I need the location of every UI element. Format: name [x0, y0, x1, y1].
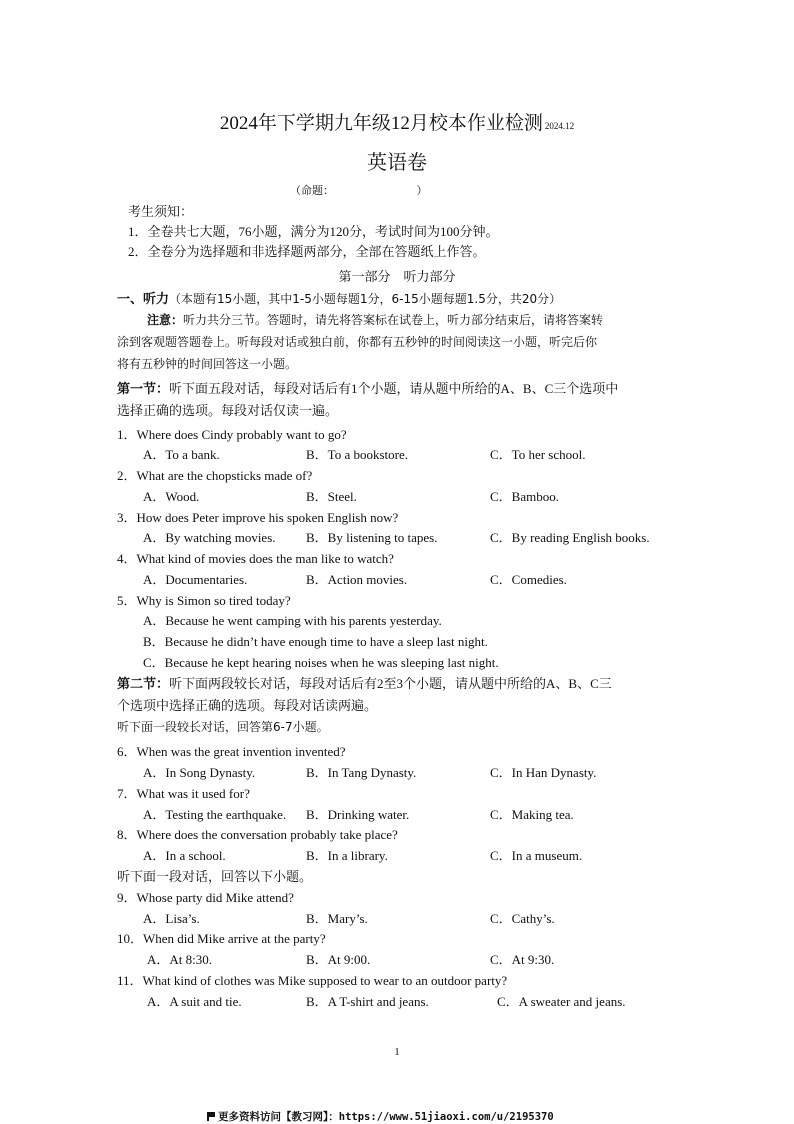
question-9-option-b: B．Mary’s.	[306, 911, 368, 926]
question-10-option-c: C．At 9:30.	[490, 952, 555, 967]
notes-item-1: 1．全卷共七大题，76小题，满分为120分，考试时间为100分钟。	[128, 224, 499, 239]
question-1-option-b: B．To a bookstore.	[306, 447, 408, 462]
question-10-stem: 10．When did Mike arrive at the party?	[117, 931, 326, 946]
question-4-option-b: B．Action movies.	[306, 572, 408, 587]
exam-title	[0, 108, 794, 135]
question-7-option-b: B．Drinking water.	[306, 807, 410, 822]
question-4-option-a: A．Documentaries.	[143, 572, 248, 587]
question-8-option-c: C．In a museum.	[490, 848, 583, 863]
question-4-stem: 4．What kind of movies does the man like to watch?	[117, 551, 394, 566]
question-11-stem: 11．What kind of clothes was Mike supposed to wear to an outdoor party?	[117, 973, 508, 988]
question-5-option-b: B．Because he didn’t have enough time to have a sleep last night.	[143, 634, 488, 649]
question-7-option-c: C．Making tea.	[490, 807, 574, 822]
notes-heading: 考生须知：	[128, 204, 194, 219]
question-1-stem: 1．Where does Cindy probably want to go?	[117, 427, 347, 442]
question-5-option-c: C．Because he kept hearing noises when he was sleeping last night.	[143, 655, 499, 670]
notice-label: 注意：	[147, 313, 184, 327]
dialog-1-note: 听下面一段较长对话，回答第6-7小题。	[117, 720, 329, 734]
question-11-option-b: B．A T-shirt and jeans.	[306, 994, 429, 1009]
question-5-option-a: A．Because he went camping with his parents yesterday.	[143, 613, 442, 628]
section1-line-1	[117, 378, 618, 397]
listening-detail: （本题有15小题，其中1-5小题每题1分，6-15小题每题1.5分，共20分）	[169, 292, 562, 306]
question-11-option-c: C．A sweater and jeans.	[497, 994, 626, 1009]
section1-text-1: 听下面五段对话，每段对话后有1个小题，请从题中所给的A、B、C三个选项中	[169, 381, 619, 396]
page-number: 1	[394, 1046, 400, 1058]
question-7-stem: 7．What was it used for?	[117, 786, 250, 801]
question-8-option-a: A．In a school.	[143, 848, 226, 863]
question-9-stem: 9．Whose party did Mike attend?	[117, 890, 294, 905]
question-6-option-b: B．In Tang Dynasty.	[306, 765, 417, 780]
question-2-option-a: A．Wood.	[143, 489, 200, 504]
question-2-option-b: B．Steel.	[306, 489, 357, 504]
question-9-option-c: C．Cathy’s.	[490, 911, 555, 926]
question-6-option-c: C．In Han Dynasty.	[490, 765, 597, 780]
question-1-option-c: C．To her school.	[490, 447, 586, 462]
question-11-option-a: A．A suit and tie.	[147, 994, 242, 1009]
question-2-stem: 2．What are the chopsticks made of?	[117, 468, 313, 483]
author-line: （命题： ）	[290, 185, 428, 197]
exam-subtitle: 英语卷	[367, 152, 427, 174]
question-8-option-b: B．In a library.	[306, 848, 388, 863]
section1-line-2: 选择正确的选项。每段对话仅读一遍。	[117, 403, 339, 418]
question-4-option-c: C．Comedies.	[490, 572, 567, 587]
question-6-option-a: A．In Song Dynasty.	[143, 765, 256, 780]
question-9-option-a: A．Lisa’s.	[143, 911, 200, 926]
question-6-stem: 6．When was the great invention invented?	[117, 744, 346, 759]
question-3-option-b: B．By listening to tapes.	[306, 530, 438, 545]
question-3-stem: 3．How does Peter improve his spoken English now?	[117, 510, 399, 525]
question-5-stem: 5．Why is Simon so tired today?	[117, 593, 291, 608]
exam-date: 2024.12	[544, 121, 575, 131]
flag-icon	[207, 1112, 215, 1121]
notice-line-1	[147, 311, 603, 328]
section2-label: 第二节：	[117, 676, 170, 691]
question-8-stem: 8．Where does the conversation probably take place?	[117, 827, 398, 842]
section1-label: 第一节：	[117, 381, 170, 396]
dialog-2-note: 听下面一段对话，回答以下小题。	[117, 869, 313, 884]
section2-text-1: 听下面两段较长对话，每段对话后有2至3个小题，请从题中所给的A、B、C三	[169, 676, 612, 691]
notice-line-3: 将有五秒钟的时间回答这一小题。	[117, 357, 298, 371]
section2-line-1	[117, 673, 612, 692]
question-10-option-b: B．At 9:00.	[306, 952, 371, 967]
question-10-option-a: A．At 8:30.	[147, 952, 213, 967]
notice-line-2: 涂到客观题答题卷上。听每段对话或独白前，你都有五秒钟的时间阅读这一小题，听完后你	[117, 335, 598, 349]
question-3-option-c: C．By reading English books.	[490, 530, 650, 545]
footer-link[interactable]	[207, 1109, 554, 1124]
notice-text-1: 听力共分三节。答题时，请先将答案标在试卷上，听力部分结束后，请将答案转	[183, 313, 604, 327]
exam-title-text: 2024年下学期九年级12月校本作业检测	[219, 113, 543, 134]
part1-title: 第一部分 听力部分	[338, 269, 456, 284]
section2-line-2: 个选项中选择正确的选项。每段对话读两遍。	[117, 698, 378, 713]
listening-heading	[117, 288, 561, 307]
question-7-option-a: A．Testing the earthquake.	[143, 807, 287, 822]
footer-text: 更多资料访问【教习网】：https://www.51jiaoxi.com/u/2195370	[218, 1111, 554, 1123]
notes-item-2: 2．全卷分为选择题和非选择题两部分，全部在答题纸上作答。	[128, 244, 486, 259]
question-1-option-a: A．To a bank.	[143, 447, 220, 462]
listening-label: 一、听力	[117, 291, 170, 306]
question-3-option-a: A．By watching movies.	[143, 530, 276, 545]
question-2-option-c: C．Bamboo.	[490, 489, 559, 504]
